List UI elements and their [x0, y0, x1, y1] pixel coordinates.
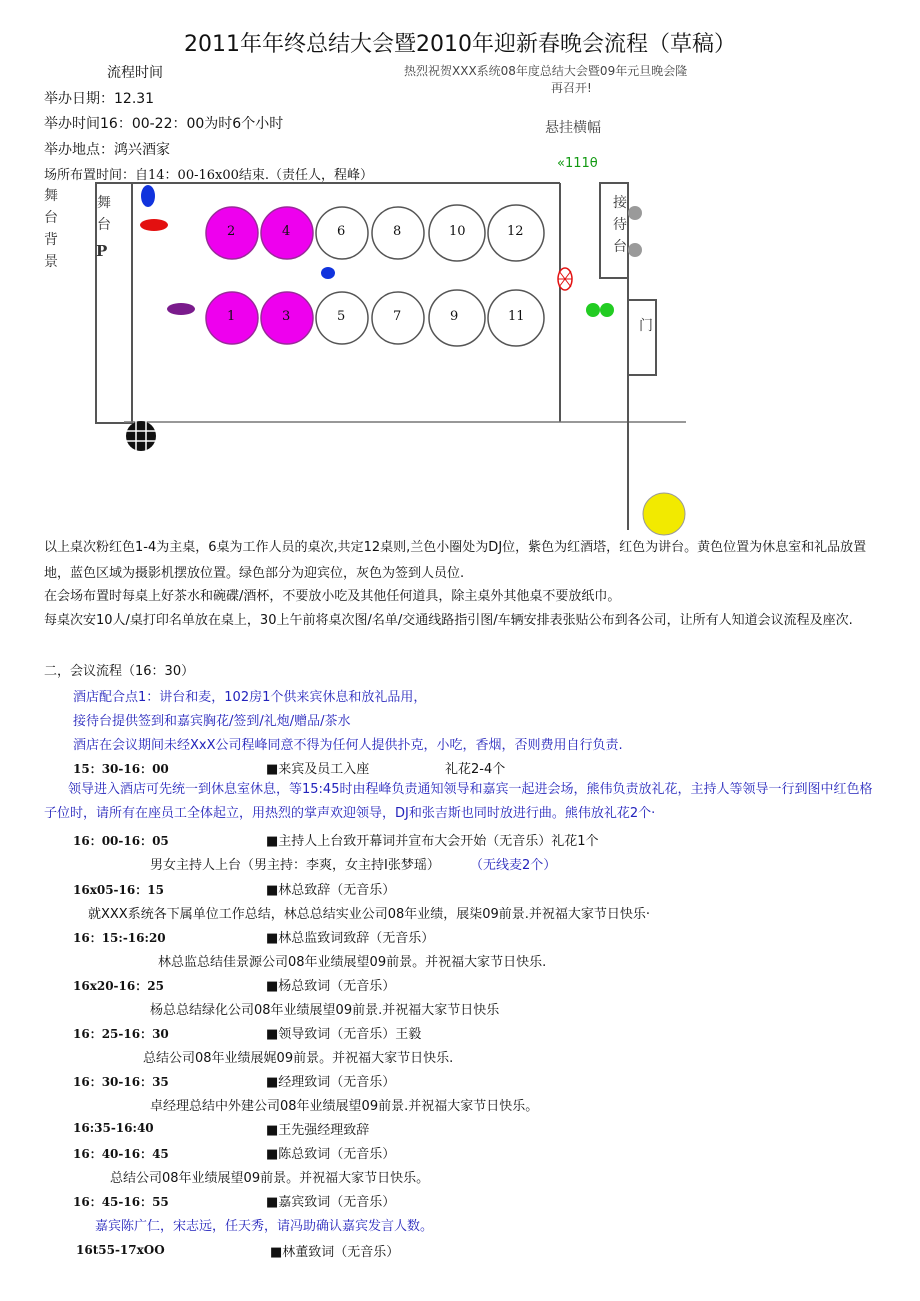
stage-p-label: P: [96, 242, 108, 260]
black-grid-marker: [126, 421, 156, 451]
setup-time: 场所布置时间：自14：00-16x00结束.（责任人，程峰）: [44, 168, 374, 183]
schedule-time-9: 16：40-16：45: [73, 1147, 169, 1161]
door-label: 门: [639, 318, 653, 334]
schedule-item-4: ■林总监致词致辞（无音乐）: [266, 931, 435, 946]
reception-label: 接待台: [613, 195, 627, 255]
note-table-legend: 以上桌次粉红色1-4为主桌，6桌为工作人员的桌次,共定12桌则,兰色小圈处为DJ位，紫色为红酒塔，红色为讲台。黄色位置为休息室和礼品放置地，蓝色区域为摄影机摆放位置。绿色部分为迎宾位，灰色为签到人员位.: [44, 540, 867, 581]
stage-bg-label: 舞台背景: [44, 188, 58, 270]
hotel-line-1: 酒店配合点1：讲台和麦，102房1个供来宾休息和放礼品用，: [73, 690, 427, 705]
door-box: [628, 300, 656, 375]
schedule-sub-2-blue: （无线麦2个）: [470, 858, 557, 873]
camera-position-marker: [321, 267, 335, 279]
table-label-3: 3: [282, 309, 291, 324]
table-label-7: 7: [393, 309, 402, 324]
schedule-item-6: ■领导致词（无音乐）王毅: [266, 1027, 422, 1042]
schedule-item-10: ■嘉宾致词（无音乐）: [266, 1195, 396, 1210]
tables-bottom-row: [206, 290, 544, 346]
wine-tower-marker: [167, 303, 195, 315]
note-table-setup: 在会场布置时每桌上好茶水和碗碟/酒杯，不要放小吃及其他任何道具，除主桌外其他桌不要放纸巾。: [44, 589, 621, 604]
schedule-item-1: ■来宾及员工入座: [266, 762, 370, 777]
event-time: 举办时间16：00-22：00为时6个小时: [44, 116, 284, 132]
stage-label: 舞台: [97, 195, 111, 233]
table-label-2: 2: [227, 224, 236, 239]
slogan-line2: 再召开!: [551, 81, 592, 95]
schedule-item-9: ■陈总致词（无音乐）: [266, 1147, 396, 1162]
schedule-item-3: ■林总致辞（无音乐）: [266, 883, 396, 898]
schedule-sub-9: 总结公司08年业绩展望09前景。并祝福大家节日快乐。: [110, 1171, 430, 1186]
welcome-marker-2: [600, 303, 614, 317]
table-label-11: 11: [508, 309, 525, 324]
schedule-time-10: 16：45-16：55: [73, 1195, 169, 1209]
table-label-6: 6: [337, 224, 346, 239]
schedule-time-label: 流程时间: [107, 65, 163, 81]
sign-in-marker-2: [628, 243, 642, 257]
event-venue: 举办地点：鸿兴酒家: [44, 142, 170, 158]
schedule-time-3: 16x05-16：15: [73, 883, 164, 897]
schedule-item-11: ■林董致词（无音乐）: [270, 1245, 400, 1260]
table-label-10: 10: [449, 224, 466, 239]
table-label-9: 9: [450, 309, 459, 324]
podium-marker: [140, 219, 168, 231]
slogan-line1: 热烈祝贺XXX系统08年度总结大会暨09年元旦晚会隆: [404, 64, 688, 78]
banner-mark: «111θ: [557, 156, 598, 171]
schedule-time-2: 16：00-16：05: [73, 834, 169, 848]
welcome-marker-1: [586, 303, 600, 317]
schedule-time-11: 16t55-17xOO: [76, 1243, 165, 1257]
schedule-sub-3: 就XXX系统各下属单位工作总结，林总总结实业公司08年业绩，展柒09前景.并祝福大家节日快乐·: [88, 907, 651, 922]
rest-area-marker: [643, 493, 685, 535]
schedule-extra-1: 礼花2-4个: [445, 762, 506, 777]
dj-position-marker: [141, 185, 155, 207]
document-title: 2011年年终总结大会暨2010年迎新春晚会流程（草稿）: [184, 32, 736, 57]
schedule-sub-7: 卓经理总结中外建公司08年业绩展望09前景.并祝福大家节日快乐。: [150, 1099, 539, 1114]
schedule-time-6: 16：25-16：30: [73, 1027, 169, 1041]
sign-in-marker-1: [628, 206, 642, 220]
schedule-time-4: 16：15:-16:20: [73, 931, 166, 945]
schedule-note-entrance: 领导进入酒店可先统一到休息室休息，等15:45时由程峰负责通知领导和嘉宾一起进会场，熊伟负责放礼花，主持人等领导一行到图中红色格子位时，请所有在座员工全体起立，用热烈的掌声欢迎领导，DJ和张吉斯也同时放进行曲。熊伟放礼花2个·: [44, 782, 873, 821]
schedule-item-7: ■经理致词（无音乐）: [266, 1075, 396, 1090]
hotel-line-3: 酒店在会议期间未经XxX公司程峰同意不得为任何人提供扑克，小吃，香烟，否则费用自行负责.: [73, 738, 623, 753]
note-seating: 每桌次安10人/桌打印名单放在桌上，30上午前将桌次图/名单/交通线路指引图/车辆安排表张贴公布到各公司，让所有人知道会议流程及座次.: [44, 613, 853, 628]
schedule-item-2: ■主持人上台致开幕词并宣布大会开始（无音乐）礼花1个: [266, 834, 599, 849]
event-date: 举办日期：12.31: [44, 91, 155, 107]
table-label-8: 8: [393, 224, 402, 239]
tables-top-row: [206, 205, 544, 261]
schedule-sub-4: 林总监总结佳景源公司08年业绩展望09前景。并祝福大家节日快乐.: [158, 955, 547, 970]
table-label-1: 1: [227, 309, 236, 324]
schedule-sub-2: 男女主持人上台（男主持：李爽，女主持Ⅰ张梦瑶）: [150, 858, 440, 873]
schedule-item-8: ■王先强经理致辞: [266, 1123, 370, 1138]
schedule-time-8: 16:35-16:40: [73, 1121, 154, 1135]
schedule-sub-6: 总结公司08年业绩展娓09前景。并祝福大家节日快乐.: [143, 1051, 454, 1066]
red-grid-marker: [558, 268, 572, 290]
floor-plan: [0, 0, 920, 540]
section2-heading: 二，会议流程（16：30）: [44, 664, 195, 679]
schedule-item-5: ■杨总致词（无音乐）: [266, 979, 396, 994]
schedule-sub-5: 杨总总结绿化公司08年业绩展望09前景.并祝福大家节日快乐: [150, 1003, 500, 1018]
table-label-4: 4: [282, 224, 291, 239]
table-label-12: 12: [507, 224, 524, 239]
banner-label: 悬挂横幅: [545, 120, 601, 136]
schedule-time-1: 15：30-16：00: [73, 762, 169, 776]
schedule-time-5: 16x20-16：25: [73, 979, 164, 993]
schedule-sub-10: 嘉宾陈广仁，宋志远，任天秀，请冯助确认嘉宾发言人数。: [95, 1219, 434, 1234]
stage-bg-block: [82, 184, 94, 266]
hotel-line-2: 接待台提供签到和嘉宾胸花/签到/礼炮/赠品/茶水: [73, 714, 351, 729]
schedule-time-7: 16：30-16：35: [73, 1075, 169, 1089]
table-label-5: 5: [337, 309, 346, 324]
